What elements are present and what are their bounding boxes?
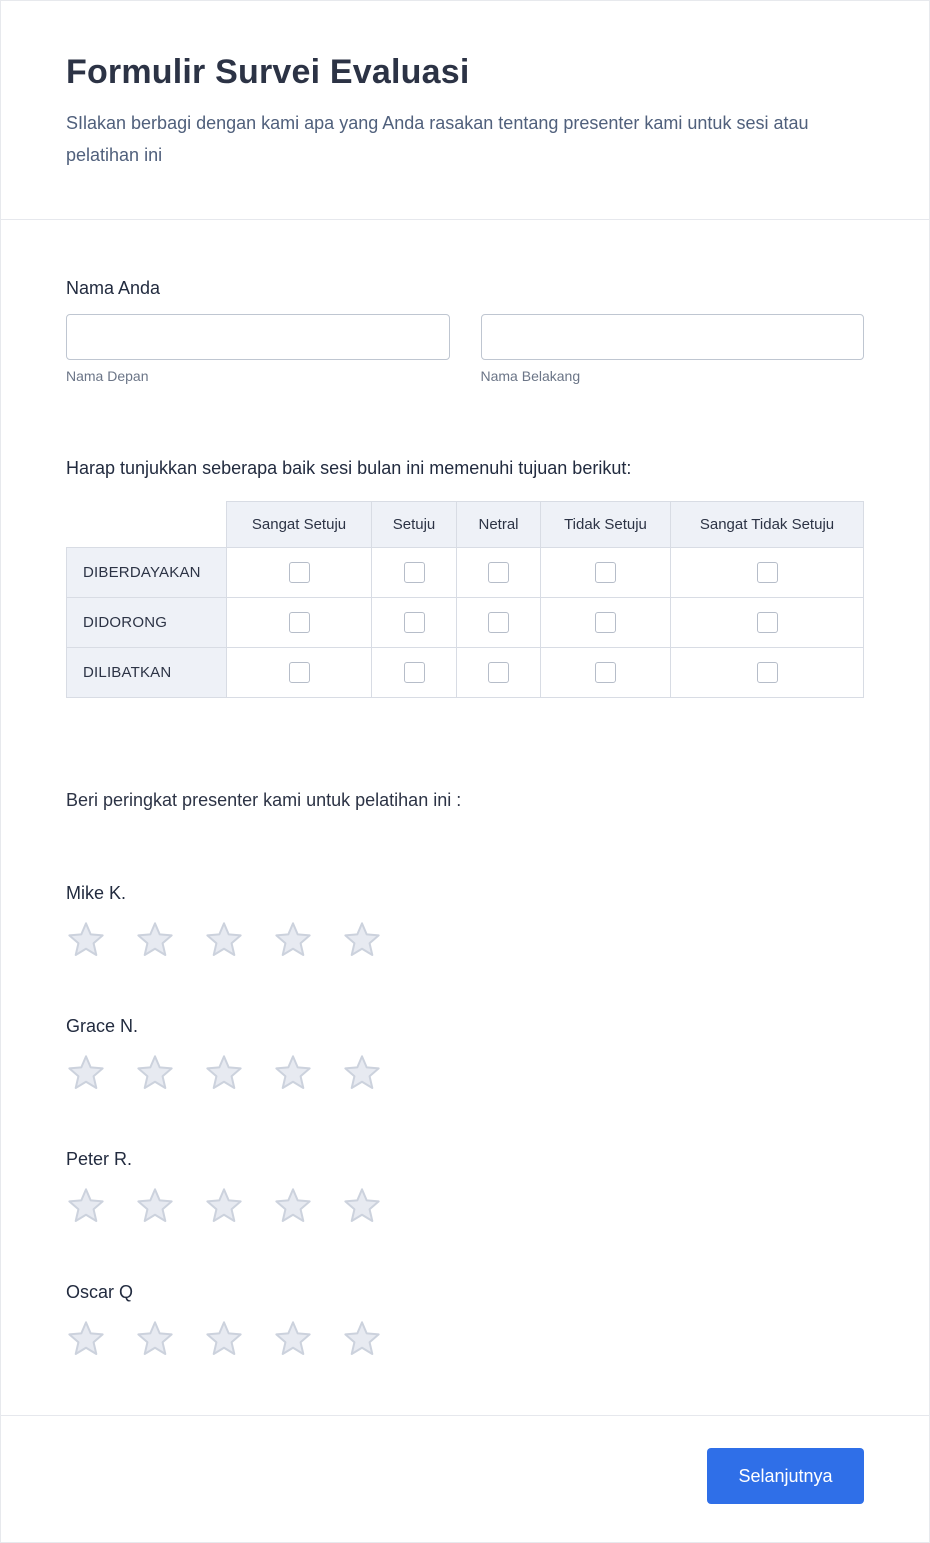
- star-icon[interactable]: [342, 1053, 382, 1093]
- star-icon[interactable]: [273, 920, 313, 960]
- star-icon[interactable]: [135, 1319, 175, 1359]
- matrix-row-label: DILIBATKAN: [67, 648, 227, 698]
- star-icon[interactable]: [342, 1186, 382, 1226]
- star-icon[interactable]: [135, 1186, 175, 1226]
- star-icon[interactable]: [66, 1319, 106, 1359]
- star-icon[interactable]: [204, 920, 244, 960]
- presenter-block: [66, 883, 864, 960]
- name-question: [66, 278, 864, 384]
- star-icon[interactable]: [273, 1319, 313, 1359]
- form-subtitle: SIlakan berbagi dengan kami apa yang Anda rasakan tentang presenter kami untuk sesi atau pelatihan ini: [66, 113, 809, 165]
- matrix-checkbox[interactable]: [757, 612, 778, 633]
- matrix-column-header: Setuju: [372, 502, 457, 548]
- star-rating: [66, 1319, 864, 1359]
- matrix-checkbox[interactable]: [595, 612, 616, 633]
- star-icon[interactable]: [66, 920, 106, 960]
- rating-question-label: Beri peringkat presenter kami untuk pelatihan ini :: [66, 790, 462, 810]
- matrix-checkbox[interactable]: [404, 562, 425, 583]
- form-body: [1, 278, 929, 1359]
- matrix-checkbox[interactable]: [289, 662, 310, 683]
- star-rating: [66, 1186, 864, 1226]
- matrix-checkbox[interactable]: [488, 612, 509, 633]
- matrix-checkbox[interactable]: [289, 562, 310, 583]
- last-name-field: [481, 314, 865, 384]
- form-header: [1, 1, 929, 219]
- matrix-checkbox[interactable]: [404, 662, 425, 683]
- presenter-list: [66, 883, 864, 1359]
- star-icon[interactable]: [66, 1186, 106, 1226]
- header-divider: [1, 219, 929, 220]
- last-name-sublabel: Nama Belakang: [480, 368, 581, 384]
- matrix-checkbox[interactable]: [404, 612, 425, 633]
- matrix-column-header: Sangat Tidak Setuju: [671, 502, 864, 548]
- form-footer: [1, 1416, 929, 1542]
- presenter-name: Mike K.: [66, 883, 127, 903]
- star-icon[interactable]: [204, 1053, 244, 1093]
- matrix-row: [67, 598, 864, 648]
- rating-question-section: [66, 790, 864, 1359]
- presenter-block: [66, 1016, 864, 1093]
- name-question-label: Nama Anda: [66, 278, 161, 298]
- star-icon[interactable]: [273, 1186, 313, 1226]
- first-name-input[interactable]: [66, 314, 450, 360]
- matrix-header-row: [67, 502, 864, 548]
- first-name-sublabel: Nama Depan: [66, 368, 149, 384]
- presenter-name: Peter R.: [66, 1149, 133, 1169]
- matrix-column-header: Netral: [457, 502, 541, 548]
- matrix-checkbox[interactable]: [488, 562, 509, 583]
- matrix-row-label: DIBERDAYAKAN: [67, 548, 227, 598]
- form-title: Formulir Survei Evaluasi: [66, 53, 470, 91]
- star-icon[interactable]: [273, 1053, 313, 1093]
- next-button[interactable]: Selanjutnya: [707, 1448, 864, 1504]
- presenter-block: [66, 1282, 864, 1359]
- star-rating: [66, 920, 864, 960]
- matrix-checkbox[interactable]: [757, 562, 778, 583]
- presenter-name: Grace N.: [66, 1016, 139, 1036]
- first-name-field: [66, 314, 450, 384]
- matrix-checkbox[interactable]: [595, 562, 616, 583]
- matrix-row-label: DIDORONG: [67, 598, 227, 648]
- star-rating: [66, 1053, 864, 1093]
- star-icon[interactable]: [204, 1186, 244, 1226]
- matrix-corner-cell: [67, 502, 227, 548]
- presenter-name: Oscar Q: [66, 1282, 134, 1302]
- name-inputs-row: [66, 314, 864, 384]
- star-icon[interactable]: [135, 1053, 175, 1093]
- star-icon[interactable]: [342, 1319, 382, 1359]
- matrix-row: [67, 548, 864, 598]
- matrix-row: [67, 648, 864, 698]
- matrix-question-label: Harap tunjukkan seberapa baik sesi bulan ini memenuhi tujuan berikut:: [66, 458, 632, 478]
- matrix-table: [66, 501, 864, 698]
- presenter-block: [66, 1149, 864, 1226]
- star-icon[interactable]: [342, 920, 382, 960]
- matrix-checkbox[interactable]: [595, 662, 616, 683]
- matrix-checkbox[interactable]: [757, 662, 778, 683]
- star-icon[interactable]: [66, 1053, 106, 1093]
- star-icon[interactable]: [135, 920, 175, 960]
- matrix-column-header: Sangat Setuju: [227, 502, 372, 548]
- star-icon[interactable]: [204, 1319, 244, 1359]
- matrix-question-section: [66, 458, 864, 698]
- matrix-column-header: Tidak Setuju: [541, 502, 671, 548]
- matrix-checkbox[interactable]: [289, 612, 310, 633]
- matrix-checkbox[interactable]: [488, 662, 509, 683]
- last-name-input[interactable]: [481, 314, 865, 360]
